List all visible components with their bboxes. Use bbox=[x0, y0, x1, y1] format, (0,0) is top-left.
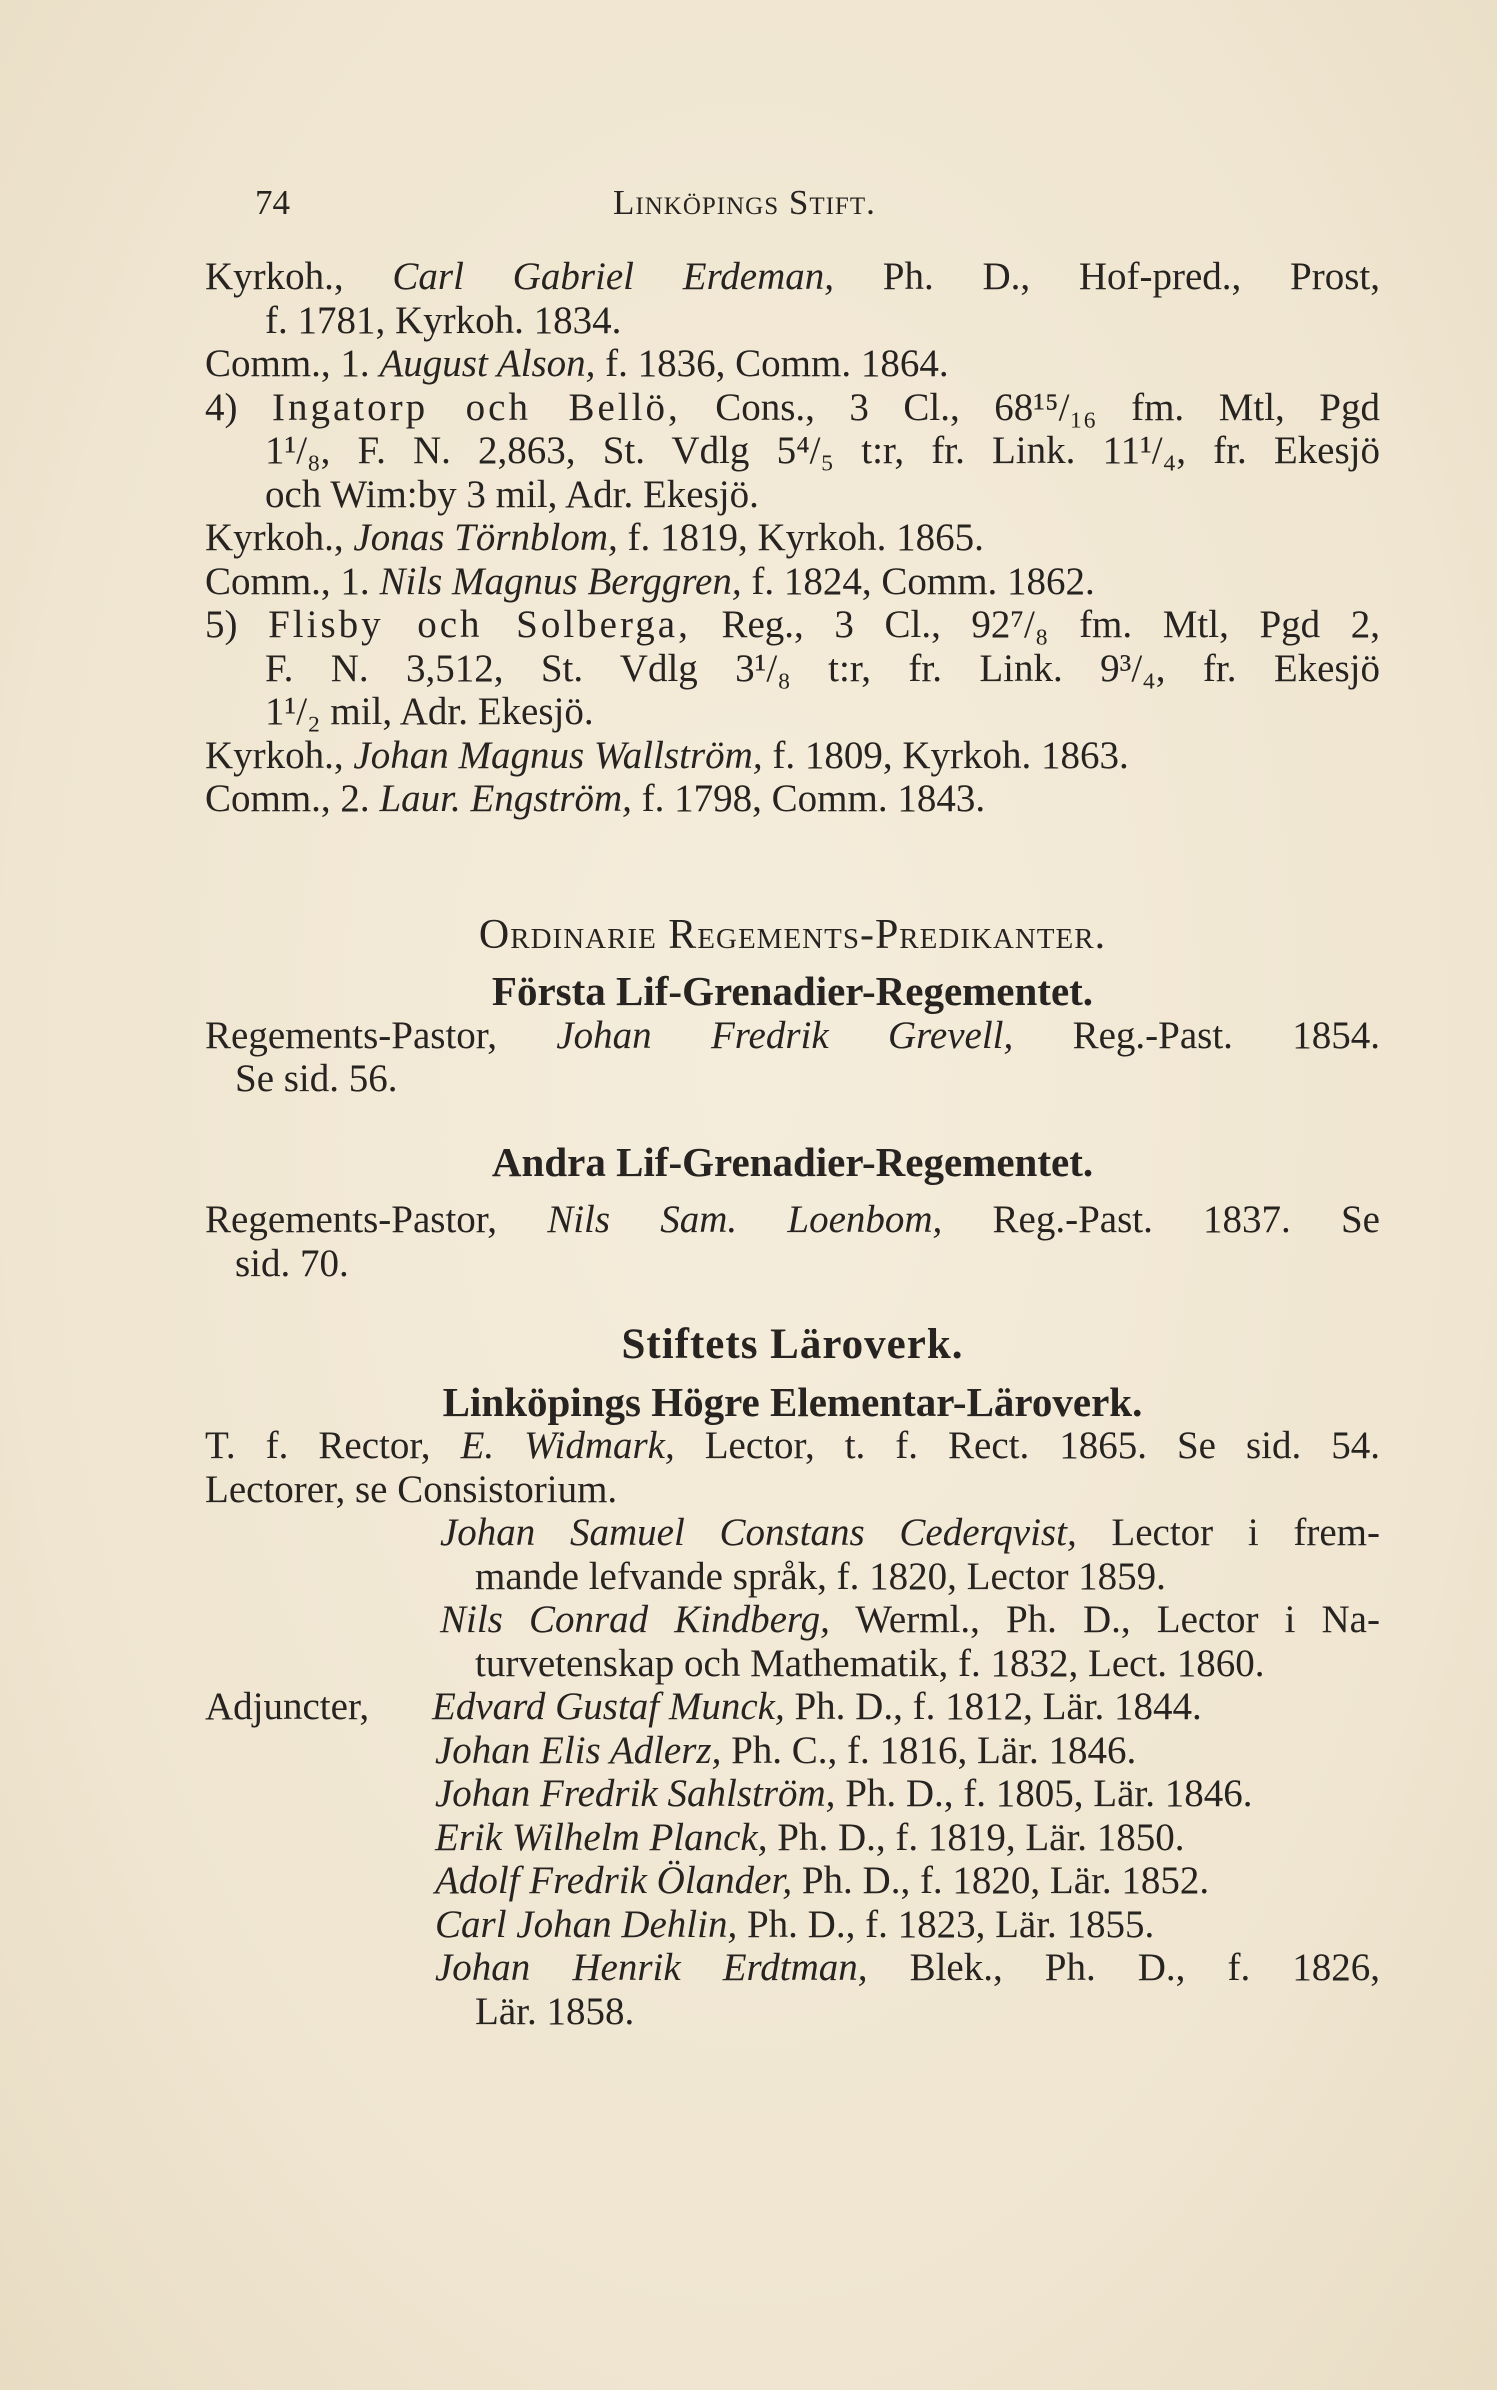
text-line: 1¹/₂ mil, Adr. Ekesjö. bbox=[265, 690, 594, 733]
text-line: sid. 70. bbox=[235, 1241, 349, 1285]
text-line: 1¹/₈, F. N. 2,863, St. Vdlg 5⁴/₅ t:r, fr. Link. 11¹/₄, fr. Ekesjö bbox=[265, 429, 1380, 472]
text-line: Kyrkoh., Jonas Törnblom, f. 1819, Kyrkoh. 1865. bbox=[205, 516, 984, 559]
text-line: turvetenskap och Mathematik, f. 1832, Lect. 1860. bbox=[475, 1641, 1265, 1685]
text-line: Comm., 2. Laur. Engström, f. 1798, Comm. 1843. bbox=[205, 777, 986, 820]
text-line: och Wim:by 3 mil, Adr. Ekesjö. bbox=[265, 472, 759, 516]
text-line: Lär. 1858. bbox=[475, 1989, 635, 2033]
text-line: Se sid. 56. bbox=[235, 1057, 398, 1100]
section-heading: Ordinarie Regements-Predikanter. bbox=[478, 911, 1107, 958]
text-line: Kyrkoh., Johan Magnus Wallström, f. 1809, Kyrkoh. 1863. bbox=[205, 733, 1129, 777]
text-line: f. 1781, Kyrkoh. 1834. bbox=[265, 298, 622, 342]
text-line: Erik Wilhelm Planck, Ph. D., f. 1819, Lär. 1850. bbox=[435, 1815, 1185, 1859]
section-heading: Stiftets Läroverk. bbox=[621, 1321, 964, 1368]
running-title: Linköpings Stift. bbox=[613, 183, 876, 222]
text-line: Johan Fredrik Sahlström, Ph. D., f. 1805, Lär. 1846. bbox=[435, 1772, 1253, 1815]
text-line: Comm., 1. Nils Magnus Berggren, f. 1824, Comm. 1862. bbox=[205, 559, 1095, 603]
page-header bbox=[255, 183, 1375, 233]
text-line: Johan Henrik Erdtman, Blek., Ph. D., f. 1826, bbox=[435, 1946, 1380, 1989]
subsection-heading: Andra Lif-Grenadier-Regementet. bbox=[491, 1138, 1094, 1185]
subsection-heading: Första Lif-Grenadier-Regementet. bbox=[491, 968, 1094, 1014]
page-number: 74 bbox=[255, 183, 290, 222]
text-line: Regements-Pastor, Johan Fredrik Grevell, Reg.-Past. 1854. bbox=[205, 1013, 1381, 1057]
text-line: T. f. Rector, E. Widmark, Lector, t. f. Rect. 1865. Se sid. 54. bbox=[205, 1424, 1381, 1467]
text-line: Regements-Pastor, Nils Sam. Loenbom, Reg.-Past. 1837. Se bbox=[205, 1198, 1380, 1241]
text-line: Johan Elis Adlerz, Ph. C., f. 1816, Lär. 1846. bbox=[435, 1728, 1137, 1772]
subsection-heading: Linköpings Högre Elementar-Läroverk. bbox=[442, 1378, 1143, 1425]
text-line: Kyrkoh., Carl Gabriel Erdeman, Ph. D., Hof-pred., Prost, bbox=[205, 255, 1380, 298]
text-line: Johan Samuel Constans Cederqvist, Lector i frem- bbox=[440, 1511, 1380, 1554]
text-line: Adjuncter, Edvard Gustaf Munck, Ph. D., f. 1812, Lär. 1844. bbox=[205, 1685, 1202, 1728]
text-line: Nils Conrad Kindberg, Werml., Ph. D., Lector i Na- bbox=[440, 1598, 1380, 1641]
text-line: F. N. 3,512, St. Vdlg 3¹/₈ t:r, fr. Link. 9³/₄, fr. Ekesjö bbox=[265, 646, 1380, 690]
text-line: 4) Ingatorp och Bellö, Cons., 3 Cl., 68¹⁵/₁₆ fm. Mtl, Pgd bbox=[205, 385, 1380, 429]
text-line: Comm., 1. August Alson, f. 1836, Comm. 1864. bbox=[205, 342, 949, 385]
text-line: 5) Flisby och Solberga, Reg., 3 Cl., 92⁷/₈ fm. Mtl, Pgd 2, bbox=[205, 603, 1380, 646]
text-line: Carl Johan Dehlin, Ph. D., f. 1823, Lär. 1855. bbox=[435, 1902, 1155, 1946]
text-line: Adolf Fredrik Ölander, Ph. D., f. 1820, Lär. 1852. bbox=[435, 1859, 1210, 1902]
text-line: mande lefvande språk, f. 1820, Lector 1859. bbox=[475, 1554, 1166, 1598]
text-line: Lectorer, se Consistorium. bbox=[205, 1467, 618, 1511]
page-body bbox=[205, 255, 1380, 2033]
